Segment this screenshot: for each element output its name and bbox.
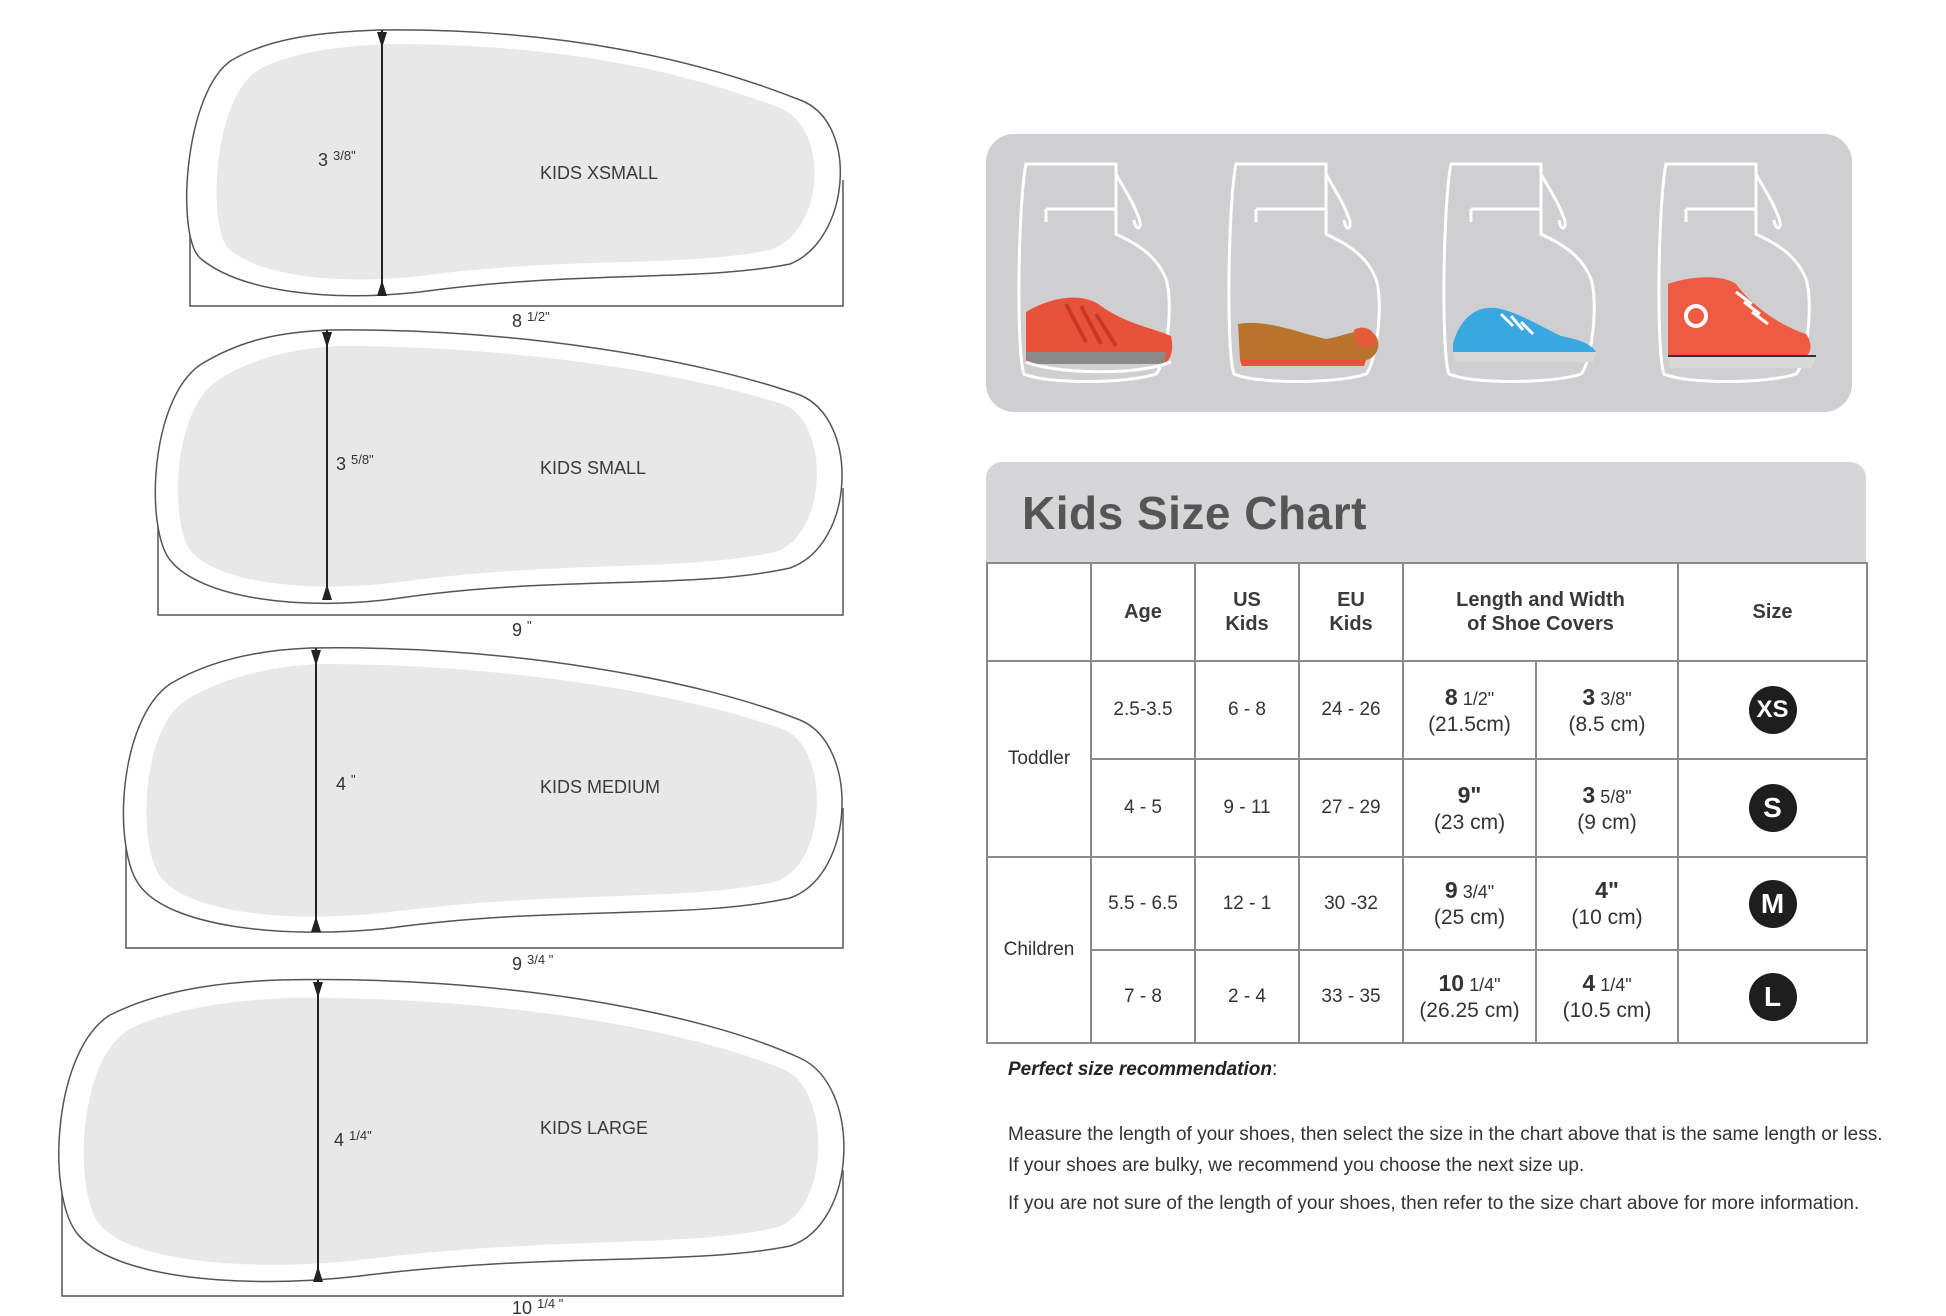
age-cell: 5.5 - 6.5 (1091, 857, 1195, 950)
sole-medium-length: 9 $^{3/4 "}$ (512, 952, 554, 974)
size-cell (1678, 661, 1867, 759)
eu-kids-cell: 27 - 29 (1299, 759, 1403, 857)
width-cell: 3 3/8" (8.5 cm) (1536, 661, 1678, 759)
sole-large (59, 980, 844, 1316)
header-age: Age (1091, 563, 1195, 661)
shoe-cover-running-shoe (1019, 164, 1172, 382)
us-kids-cell: 12 - 1 (1195, 857, 1299, 950)
recommendation-line-2: If your shoes are bulky, we recommend you choose the next size up. (1008, 1155, 1585, 1176)
sole-templates (0, 0, 900, 1316)
sole-small-length: 9 " (512, 618, 532, 640)
width-cell: 4" (10 cm) (1536, 857, 1678, 950)
header-size: Size (1678, 563, 1867, 661)
sole-large-width: 4 $^{1/4"}$ (334, 1128, 372, 1150)
header-us-kids: US Kids (1195, 563, 1299, 661)
header-group (987, 563, 1091, 661)
recommendation-line-3: If you are not sure of the length of your shoes, then refer to the size chart above for more information. (1008, 1193, 1860, 1214)
sole-large-label: KIDS LARGE (540, 1118, 649, 1138)
eu-kids-cell: 33 - 35 (1299, 950, 1403, 1043)
size-badge-xs: XS (1749, 686, 1797, 734)
sole-small-label: KIDS SMALL (540, 458, 647, 478)
size-badge-m: M (1749, 880, 1797, 928)
shoe-cover-illustration-panel (986, 134, 1852, 412)
shoe-cover-ballet-flat (1229, 164, 1379, 382)
eu-kids-cell: 30 -32 (1299, 857, 1403, 950)
us-kids-cell: 2 - 4 (1195, 950, 1299, 1043)
group-toddler: Toddler (987, 661, 1091, 857)
sole-medium-width: 4 " (336, 772, 356, 794)
size-chart-header (986, 462, 1866, 562)
sneaker-icon (1453, 308, 1596, 352)
age-cell: 4 - 5 (1091, 759, 1195, 857)
sole-medium (123, 648, 843, 974)
length-cell: 9" (23 cm) (1403, 759, 1536, 857)
header-length-width: Length and Width of Shoe Covers (1403, 563, 1678, 661)
width-cell: 4 1/4" (10.5 cm) (1536, 950, 1678, 1043)
size-chart-header-row (987, 563, 1867, 661)
size-badge-l: L (1749, 973, 1797, 1021)
size-badge-s: S (1749, 784, 1797, 832)
shoe-cover-illustrations (986, 134, 1852, 412)
sole-xsmall-width: 3 $^{3/8"}$ (318, 148, 356, 170)
width-cell: 3 5/8" (9 cm) (1536, 759, 1678, 857)
size-cell (1678, 759, 1867, 857)
shoe-cover-high-top-sneaker (1659, 164, 1816, 382)
table-row (987, 661, 1867, 759)
size-chart-title: Kids Size Chart (1022, 487, 1367, 539)
sole-small (155, 330, 843, 640)
sole-xsmall-label: KIDS XSMALL (540, 163, 659, 183)
us-kids-cell: 6 - 8 (1195, 661, 1299, 759)
size-chart-table (986, 562, 1868, 1044)
length-cell: 9 3/4" (25 cm) (1403, 857, 1536, 950)
shoe-cover-sneaker (1444, 164, 1596, 382)
sole-large-length: 10 $^{1/4 "}$ (512, 1296, 564, 1316)
sole-medium-label: KIDS MEDIUM (540, 777, 661, 797)
table-row (987, 759, 1867, 857)
recommendation-title: Perfect size recommendation: (1008, 1059, 1278, 1080)
age-cell: 7 - 8 (1091, 950, 1195, 1043)
length-cell: 10 1/4" (26.25 cm) (1403, 950, 1536, 1043)
sole-xsmall-length: 8 $^{1/2"}$ (512, 309, 550, 331)
sole-small-width: 3 $^{5/8"}$ (336, 452, 374, 474)
length-cell: 8 1/2" (21.5cm) (1403, 661, 1536, 759)
table-row (987, 857, 1867, 950)
size-cell (1678, 857, 1867, 950)
recommendation-line-1: Measure the length of your shoes, then select the size in the chart above that is the same length or less. (1008, 1124, 1883, 1145)
group-children: Children (987, 857, 1091, 1043)
size-cell (1678, 950, 1867, 1043)
header-eu-kids: EU Kids (1299, 563, 1403, 661)
us-kids-cell: 9 - 11 (1195, 759, 1299, 857)
sole-xsmall (187, 30, 843, 331)
high-top-sneaker-icon (1668, 277, 1811, 356)
sole-templates-drawing (0, 0, 900, 1316)
table-row (987, 950, 1867, 1043)
eu-kids-cell: 24 - 26 (1299, 661, 1403, 759)
age-cell: 2.5-3.5 (1091, 661, 1195, 759)
